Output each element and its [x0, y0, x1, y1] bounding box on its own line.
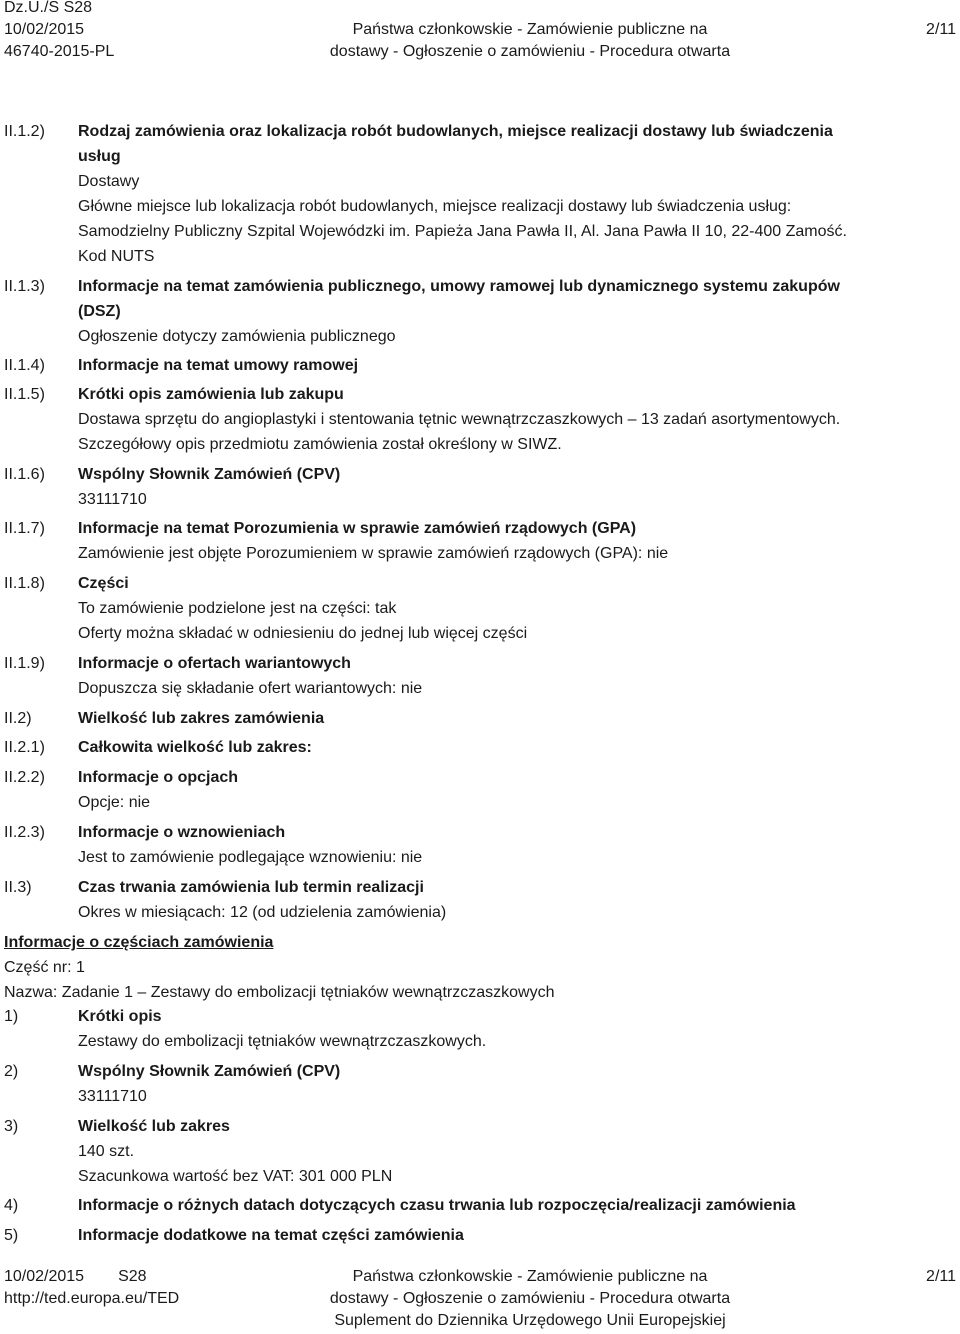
- section-heading: Informacje na temat zamówienia publicznego, umowy ramowej lub dynamicznego systemu zakupów: [78, 278, 840, 295]
- section-number: II.2.2): [4, 769, 45, 786]
- gpa-value: Zamówienie jest objęte Porozumieniem w sprawie zamówień rządowych (GPA): nie: [78, 545, 669, 562]
- footer-left: [4, 1266, 179, 1310]
- section-heading: Informacje o ofertach wariantowych: [78, 655, 351, 672]
- section-number: II.1.9): [4, 655, 45, 672]
- lot-number: Część nr: 1: [4, 959, 85, 976]
- item-heading: Informacje o różnych datach dotyczących czasu trwania lub rozpoczęcia/realizacji zamówienia: [78, 1197, 796, 1214]
- footer-date: 10/02/2015: [4, 1268, 85, 1285]
- section-heading: Czas trwania zamówienia lub termin realizacji: [78, 879, 424, 896]
- section-number: II.1.5): [4, 386, 45, 403]
- duration-value: Okres w miesiącach: 12 (od udzielenia zamówienia): [78, 904, 447, 921]
- section-number: II.1.8): [4, 575, 45, 592]
- section-heading-cont: usług: [78, 148, 121, 165]
- journal-ref: Dz.U./S S28: [4, 0, 93, 16]
- section-number: II.1.6): [4, 466, 45, 483]
- header-date: 10/02/2015: [4, 21, 85, 38]
- section-number: II.2.3): [4, 824, 45, 841]
- section-number: II.2.1): [4, 739, 45, 756]
- footer-date-line: [4, 1266, 179, 1288]
- section-heading: Rodzaj zamówienia oraz lokalizacja robót budowlanych, miejsce realizacji dostawy lub świadczenia: [78, 123, 833, 140]
- section-heading: Informacje na temat Porozumienia w sprawie zamówień rządowych (GPA): [78, 520, 637, 537]
- footer-series: S28: [118, 1268, 147, 1285]
- section-number: II.1.3): [4, 278, 45, 295]
- section-heading: Informacje o opcjach: [78, 769, 239, 786]
- lots-section-title: Informacje o częściach zamówienia: [4, 934, 274, 951]
- short-description: Dostawa sprzętu do angioplastyki i stentowania tętnic wewnątrzczaszkowych – 13 zadań asortymentowych.: [78, 411, 841, 428]
- item-number: 4): [4, 1197, 19, 1214]
- item-cpv-code: 33111710: [78, 1088, 147, 1105]
- item-heading: Informacje dodatkowe na temat części zamówienia: [78, 1227, 464, 1244]
- section-number: II.1.7): [4, 520, 45, 537]
- section-heading: Wspólny Słownik Zamówień (CPV): [78, 466, 341, 483]
- notice-concerns: Ogłoszenie dotyczy zamówienia publicznego: [78, 328, 396, 345]
- header-title-2: dostawy - Ogłoszenie o zamówieniu - Procedura otwarta: [329, 43, 731, 60]
- lot-name: Nazwa: Zadanie 1 – Zestawy do embolizacji tętniaków wewnątrzczaszkowych: [4, 984, 555, 1001]
- footer-url[interactable]: http://ted.europa.eu/TED: [4, 1290, 180, 1307]
- footer-title-2: dostawy - Ogłoszenie o zamówieniu - Procedura otwarta: [329, 1290, 731, 1307]
- section-heading: Wielkość lub zakres zamówienia: [78, 710, 325, 727]
- footer-center: [300, 1266, 760, 1332]
- section-number: II.2): [4, 710, 32, 727]
- section-heading: Części: [78, 575, 129, 592]
- section-heading: Informacje na temat umowy ramowej: [78, 357, 359, 374]
- item-heading: Wielkość lub zakres: [78, 1118, 230, 1135]
- item-number: 2): [4, 1063, 19, 1080]
- header-left: [4, 0, 114, 63]
- section-number: II.1.4): [4, 357, 45, 374]
- item-heading: Wspólny Słownik Zamówień (CPV): [78, 1063, 341, 1080]
- section-heading: Całkowita wielkość lub zakres:: [78, 739, 312, 756]
- lots-offers: Oferty można składać w odniesieniu do jednej lub więcej części: [78, 625, 528, 642]
- item-number: 5): [4, 1227, 19, 1244]
- section-heading-cont: (DSZ): [78, 303, 121, 320]
- section-heading: Informacje o wznowieniach: [78, 824, 286, 841]
- notice-number: 46740-2015-PL: [4, 43, 115, 60]
- item-number: 1): [4, 1008, 19, 1025]
- header-page-number: 2/11: [926, 21, 956, 38]
- nuts-code: Kod NUTS: [78, 248, 155, 265]
- section-heading: Krótki opis zamówienia lub zakupu: [78, 386, 344, 403]
- footer-title-3: Suplement do Dziennika Urzędowego Unii Europejskiej: [334, 1312, 726, 1329]
- item-number: 3): [4, 1118, 19, 1135]
- header-title-1: Państwa członkowskie - Zamówienie publiczne na: [352, 21, 708, 38]
- options-value: Opcje: nie: [78, 794, 151, 811]
- location-value: Samodzielny Publiczny Szpital Wojewódzki im. Papieża Jana Pawła II, Al. Jana Pawła II 10, 22-400 Zamość.: [78, 223, 847, 240]
- footer-page-number: 2/11: [926, 1268, 956, 1285]
- lots-divided: To zamówienie podzielone jest na części: tak: [78, 600, 397, 617]
- item-description: Zestawy do embolizacji tętniaków wewnątrzczaszkowych.: [78, 1033, 487, 1050]
- short-description-cont: Szczegółowy opis przedmiotu zamówienia został określony w SIWZ.: [78, 436, 562, 453]
- cpv-code: 33111710: [78, 491, 147, 508]
- header-center: [300, 19, 760, 63]
- contract-type: Dostawy: [78, 173, 140, 190]
- item-estimated-value: Szacunkowa wartość bez VAT: 301 000 PLN: [78, 1168, 393, 1185]
- variants-value: Dopuszcza się składanie ofert wariantowych: nie: [78, 680, 423, 697]
- section-number: II.3): [4, 879, 32, 896]
- section-number: II.1.2): [4, 123, 45, 140]
- renewals-value: Jest to zamówienie podlegające wznowieniu: nie: [78, 849, 423, 866]
- footer-title-1: Państwa członkowskie - Zamówienie publiczne na: [352, 1268, 708, 1285]
- item-quantity: 140 szt.: [78, 1143, 135, 1160]
- item-heading: Krótki opis: [78, 1008, 162, 1025]
- location-label: Główne miejsce lub lokalizacja robót budowlanych, miejsce realizacji dostawy lub świadczenia usług:: [78, 198, 792, 215]
